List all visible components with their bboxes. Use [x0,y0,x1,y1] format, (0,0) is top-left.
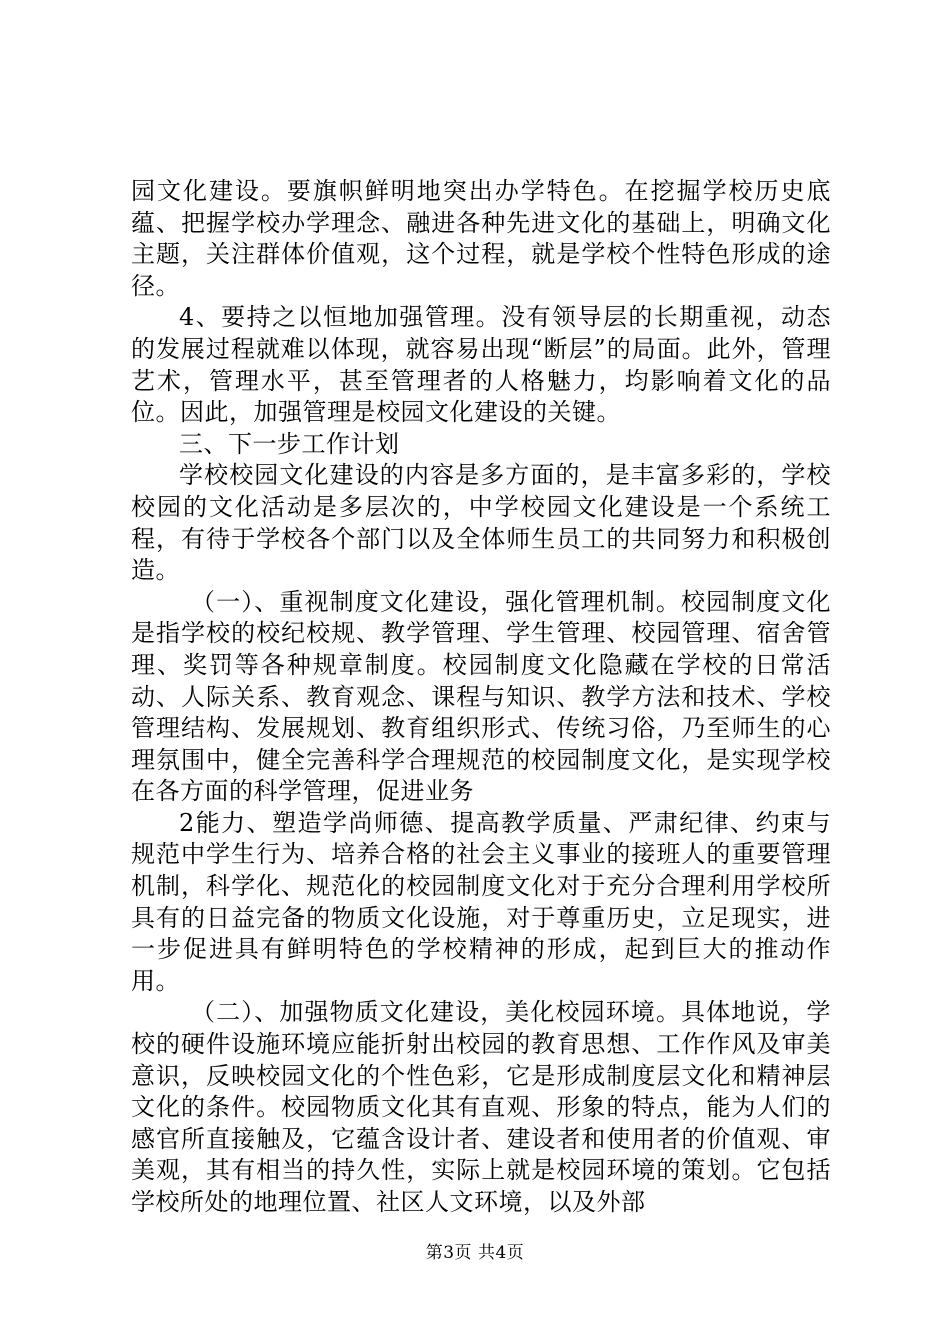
section-heading: 三、下一步工作计划 [179,429,400,458]
paragraph-subsection-2: （二）、加强物质文化建设，美化校园环境。具体地说，学校的硬件设施环境应能折射出校园的教育思想、工作作风及审美意识，反映校园文化的个性色彩，它是形成制度层文化和精神层文化的条件。校园物质文化其有直观、形象的特点，能为人们的感官所直接触及，它蕴含设计者、建设者和使用者的价值观、审美观，其有相当的持久性，实际上就是校园环境的策划。它包括学校所处的地理位置、社区人文环境，以及外部 [131,998,831,1216]
paragraph-item-4: 4、要持之以恒地加强管理。没有领导层的长期重视，动态的发展过程就难以体现，就容易出现“断层”的局面。此外，管理艺术，管理水平，甚至管理者的人格魅力，均影响着文化的品位。因此，加强管理是校园文化建设的关键。 [131,303,831,427]
paragraph-subsection-1: （一）、重视制度文化建设，强化管理机制。校园制度文化是指学校的校纪校规、教学管理、学生管理、校园管理、宿舍管理、奖罚等各种规章制度。校园制度文化隐藏在学校的日常活动、人际关系、教育观念、课程与知识、教学方法和技术、学校管理结构、发展规划、教育组织形式、传统习俗，乃至师生的心理氛围中，健全完善科学合理规范的校园制度文化，是实现学校在各方面的科学管理，促进业务 [131,587,831,806]
page-number-footer: 第3页 共4页 [425,1243,525,1263]
document-body [131,176,831,1219]
paragraph-continuation: 园文化建设。要旗帜鲜明地突出办学特色。在挖掘学校历史底蕴、把握学校办学理念、融进各种先进文化的基础上，明确文化主题，关注群体价值观，这个过程，就是学校个性特色形成的途径。 [131,177,831,300]
paragraph-intro: 学校校园文化建设的内容是多方面的，是丰富多彩的，学校校园的文化活动是多层次的，中学校园文化建设是一个系统工程，有待于学校各个部门以及全体师生员工的共同努力和积极创造。 [131,461,831,585]
paragraph-subsection-1-cont: 2能力、塑造学尚师德、提高教学质量、严肃纪律、约束与规范中学生行为、培养合格的社会主义事业的接班人的重要管理机制，科学化、规范化的校园制度文化对于充分合理利用学校所具有的日益完备的物质文化设施，对于尊重历史，立足现实，进一步促进具有鲜明特色的学校精神的形成，起到巨大的推动作用。 [131,808,831,995]
